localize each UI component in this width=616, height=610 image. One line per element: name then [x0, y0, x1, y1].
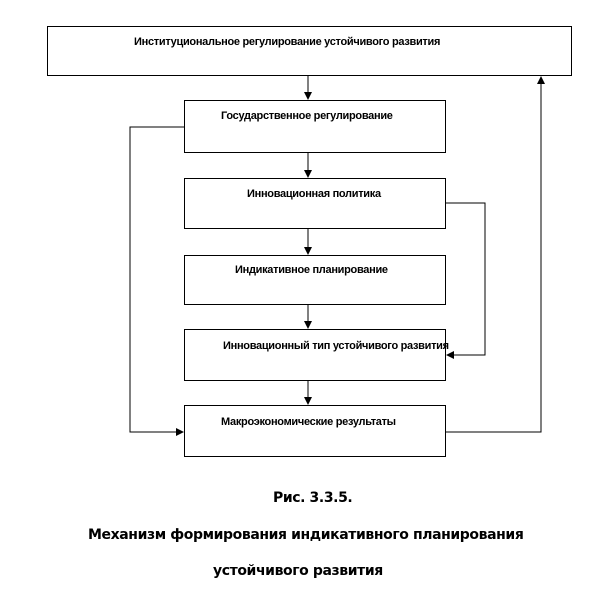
- figure-number: Рис. 3.3.5.: [273, 490, 353, 506]
- box-label: Индикативное планирование: [235, 264, 388, 276]
- arrow-results-to-institutional: [446, 77, 541, 432]
- box-institutional-regulation: [47, 26, 572, 76]
- arrow-state-to-results: [130, 127, 184, 432]
- box-label: Инновационная политика: [247, 188, 381, 200]
- box-label: Макроэкономические результаты: [221, 416, 396, 428]
- box-label: Институциональное регулирование устойчивого развития: [134, 36, 441, 48]
- box-indicative-planning: [184, 255, 446, 305]
- box-state-regulation: [184, 100, 446, 153]
- box-innovation-policy: [184, 178, 446, 229]
- box-innovation-development-type: [184, 329, 449, 381]
- box-label: Инновационный тип устойчивого развития: [223, 340, 449, 352]
- box-macroeconomic-results: [184, 405, 446, 457]
- figure-title-line2: устойчивого развития: [213, 563, 383, 579]
- arrow-policy-to-type: [446, 203, 485, 355]
- figure-title-line1: Механизм формирования индикативного планирования: [88, 527, 524, 543]
- box-label: Государственное регулирование: [221, 110, 393, 122]
